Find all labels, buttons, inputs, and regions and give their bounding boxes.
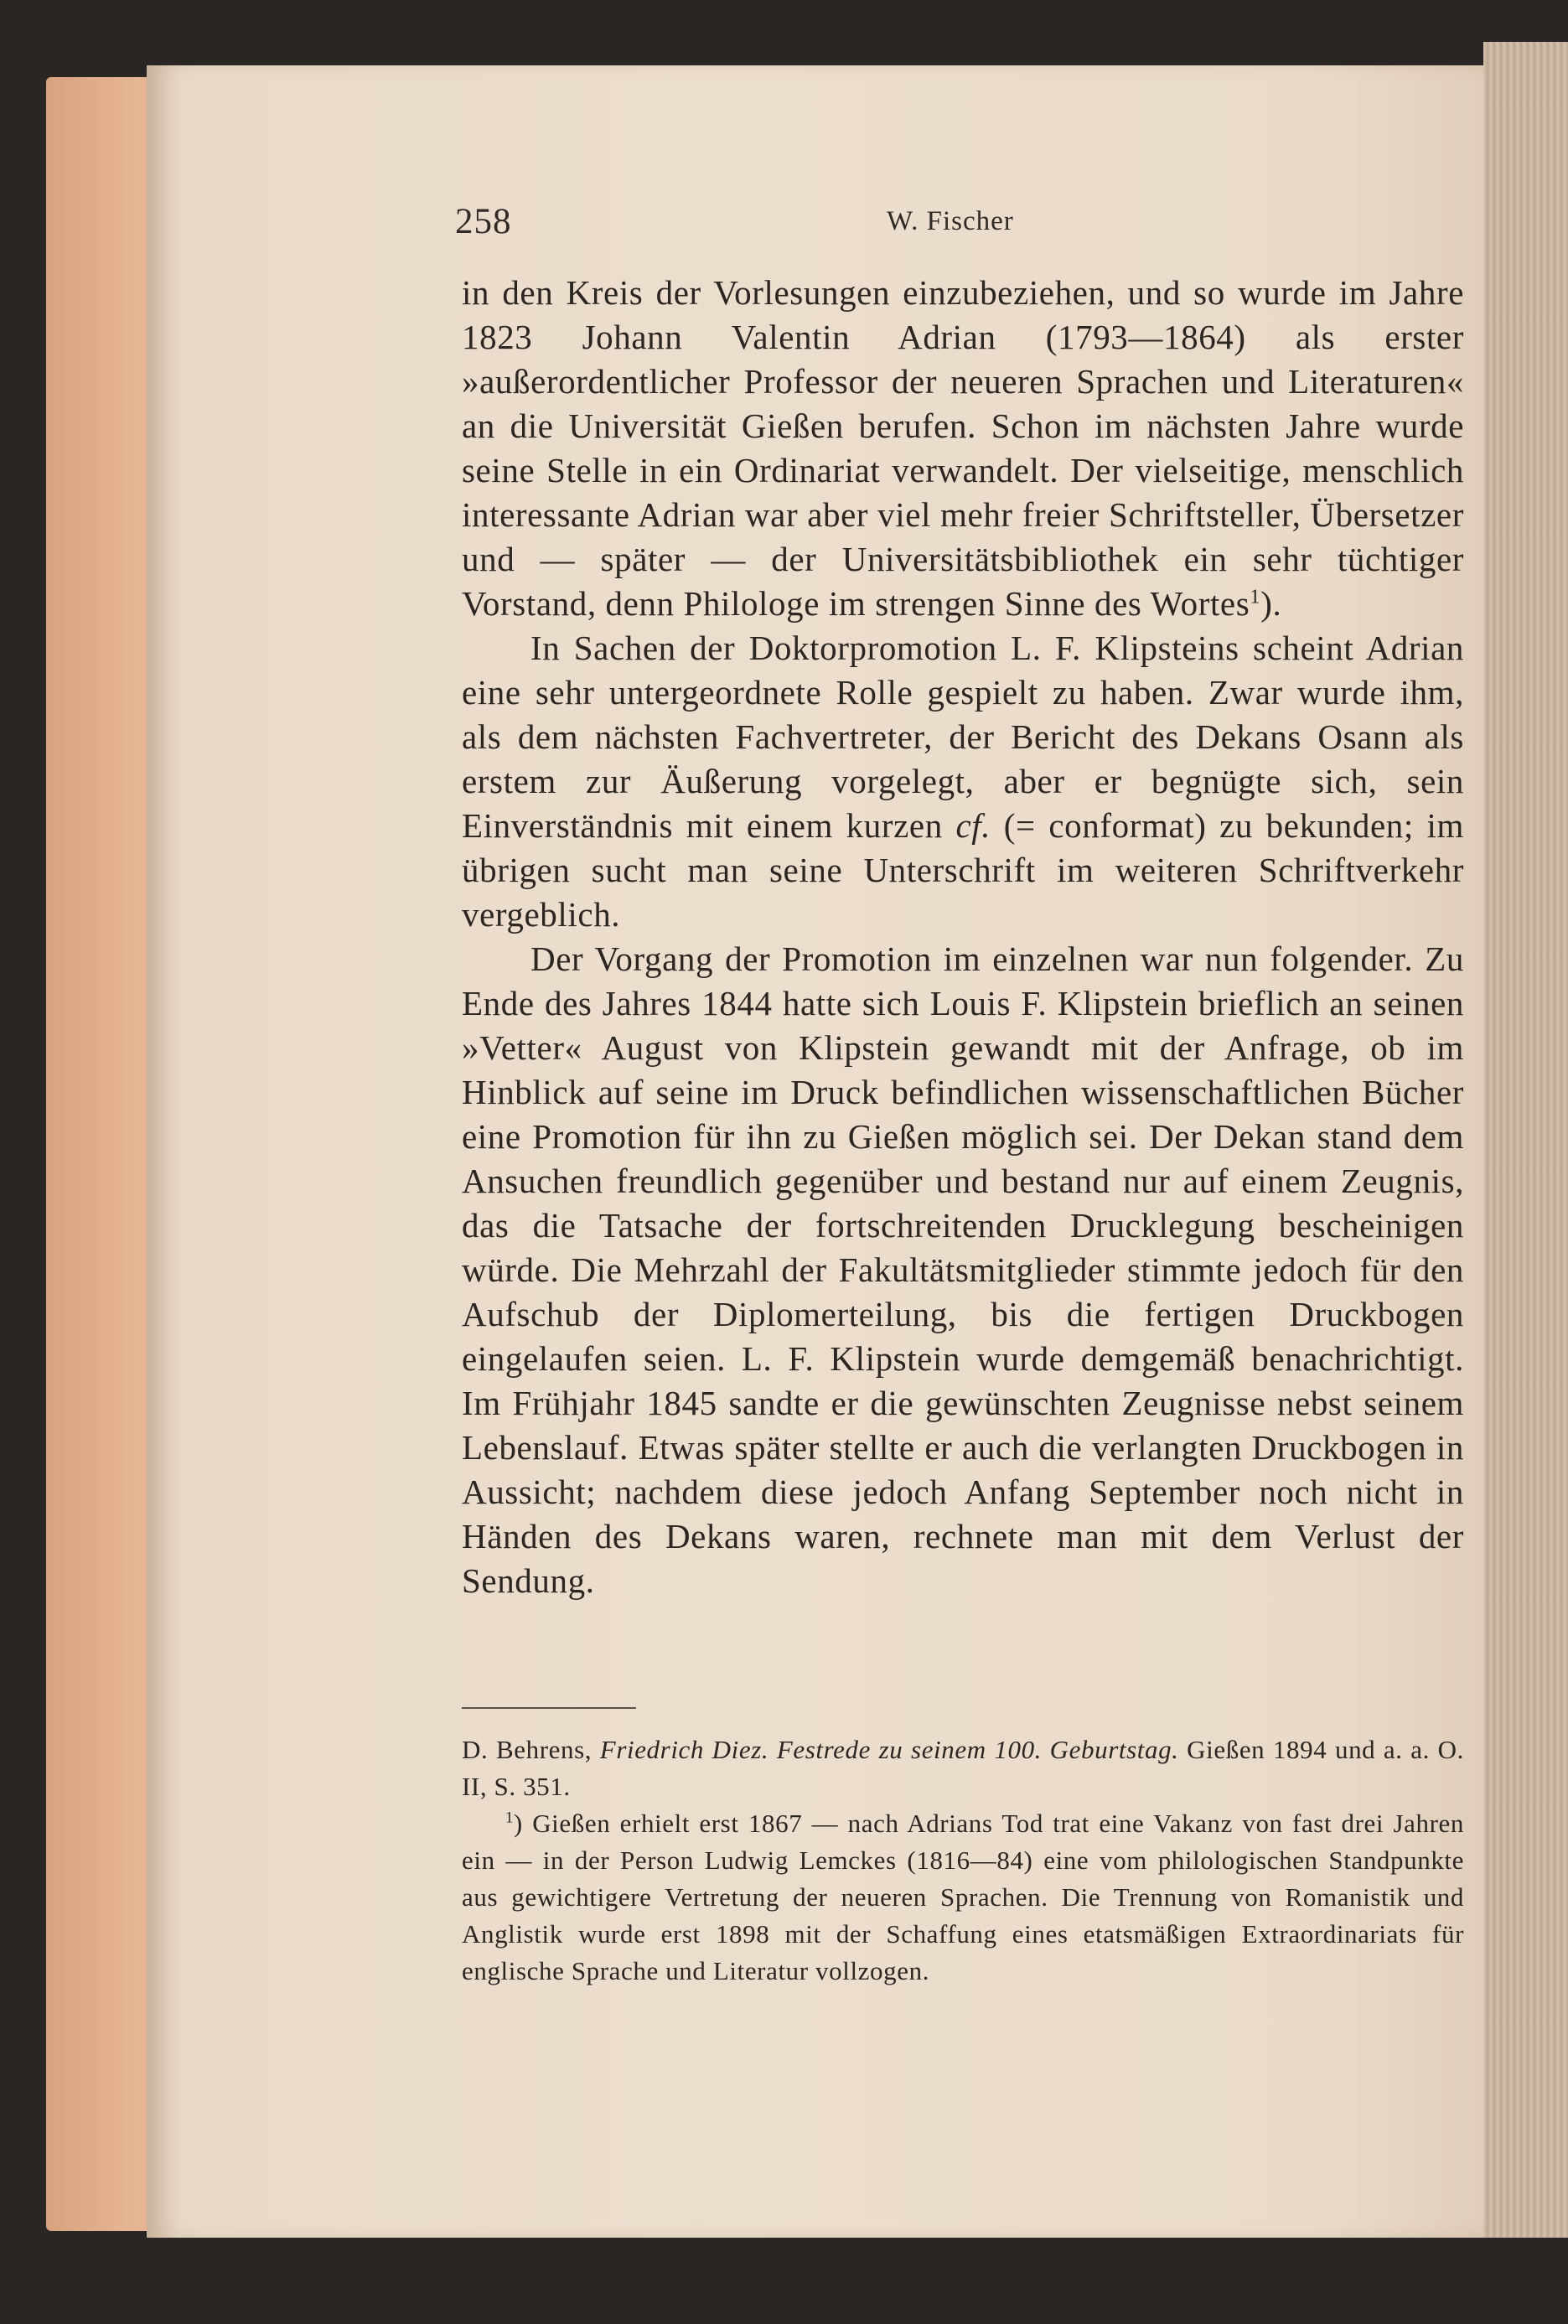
footnote-1 bbox=[462, 1805, 1464, 1990]
paragraph-3 bbox=[462, 937, 1464, 1603]
paragraph-1-end: ). bbox=[1260, 584, 1282, 623]
paragraph-1 bbox=[462, 271, 1464, 626]
paragraph-2-text-a: In Sachen der Doktorpromotion L. F. Klipsteins scheint Adrian eine sehr untergeordnete Rolle gespielt zu haben. Zwar wurde ihm, als dem nächsten Fachvertreter, der Bericht des Dekans Osann als erstem zur Äußerung vorgelegt, aber er begnügte sich, sein Einverständnis mit einem kurzen bbox=[462, 629, 1464, 845]
paragraph-2-cf: cf. bbox=[955, 806, 991, 845]
running-head: W. Fischer bbox=[887, 206, 1014, 236]
page-stack-edge bbox=[1483, 42, 1568, 2238]
footnote-author: D. Behrens, bbox=[462, 1735, 600, 1764]
paragraph-3-text: Der Vorgang der Promotion im einzelnen war nun folgender. Zu Ende des Jahres 1844 hatte sich Louis F. Klipstein brieflich an seinen »Vetter« August von Klipstein gewandt mit der Anfrage, ob im Hinblick auf seine im Druck befindlichen wissenschaftlichen Bücher eine Promotion für ihn zu Gießen möglich sei. Der Dekan stand dem Ansuchen freundlich gegenüber und bestand nur auf einem Zeugnis, das die Tatsache der fortschreitenden Drucklegung bescheinigen würde. Die Mehrzahl der Fakultätsmitglieder stimmte jedoch für den Aufschub der Diplomerteilung, bis die fertigen Druckbogen eingelaufen seien. L. F. Klipstein wurde demgemäß benachrichtigt. Im Frühjahr 1845 sandte er die gewünschten Zeugnisse nebst seinem Lebenslauf. Etwas später stellte er auch die verlangten Druckbogen in Aussicht; nachdem diese jedoch Anfang September noch nicht in Händen des Dekans waren, rechnete man mit dem Verlust der Sendung. bbox=[462, 939, 1464, 1600]
body-text bbox=[462, 271, 1464, 1603]
page-number: 258 bbox=[455, 202, 512, 241]
footnote-reference: Gießen 1894 und a. a. O. II, S. 351. bbox=[462, 1735, 1464, 1801]
page-header bbox=[0, 201, 1568, 251]
footnote-1-text: ) Gießen erhielt erst 1867 — nach Adrians Tod trat eine Vakanz von fast drei Jahren ein — in der Person Ludwig Lemckes (1816—84) eine vom philologischen Standpunkte aus gewichtigere Vertretung der neueren Sprachen. Die Trennung von Romanistik und Anglistik wurde erst 1898 mit der Schaffung eines etatsmäßigen Extraordinariats für englische Sprache und Literatur vollzogen. bbox=[462, 1809, 1464, 1985]
footnote-1-marker: 1 bbox=[505, 1809, 514, 1827]
footnote-marker: 1 bbox=[1250, 585, 1261, 608]
paragraph-1-text: in den Kreis der Vorlesungen einzubeziehen, und so wurde im Jahre 1823 Johann Valentin Adrian (1793—1864) als erster »außerordentlicher Professor der neueren Sprachen und Literaturen« an die Universität Gießen berufen. Schon im nächsten Jahre wurde seine Stelle in ein Ordinariat verwandelt. Der vielseitige, menschlich interessante Adrian war aber viel mehr freier Schriftsteller, Übersetzer und — später — der Universitätsbibliothek ein sehr tüchtiger Vorstand, denn Philologe im strengen Sinne des Wortes bbox=[462, 273, 1464, 623]
page-gutter-shadow bbox=[147, 65, 180, 2238]
footnote-title: Friedrich Diez. Festrede zu seinem 100. Geburtstag. bbox=[599, 1735, 1179, 1764]
paragraph-2 bbox=[462, 626, 1464, 937]
footnotes bbox=[462, 1731, 1464, 1990]
paragraph-2-text-b: (= conformat) zu bekunden; im übrigen sucht man seine Unterschrift im weiteren Schriftverkehr vergeblich. bbox=[462, 806, 1464, 934]
footnote-continued bbox=[462, 1731, 1464, 1805]
footnote-rule bbox=[462, 1707, 636, 1709]
